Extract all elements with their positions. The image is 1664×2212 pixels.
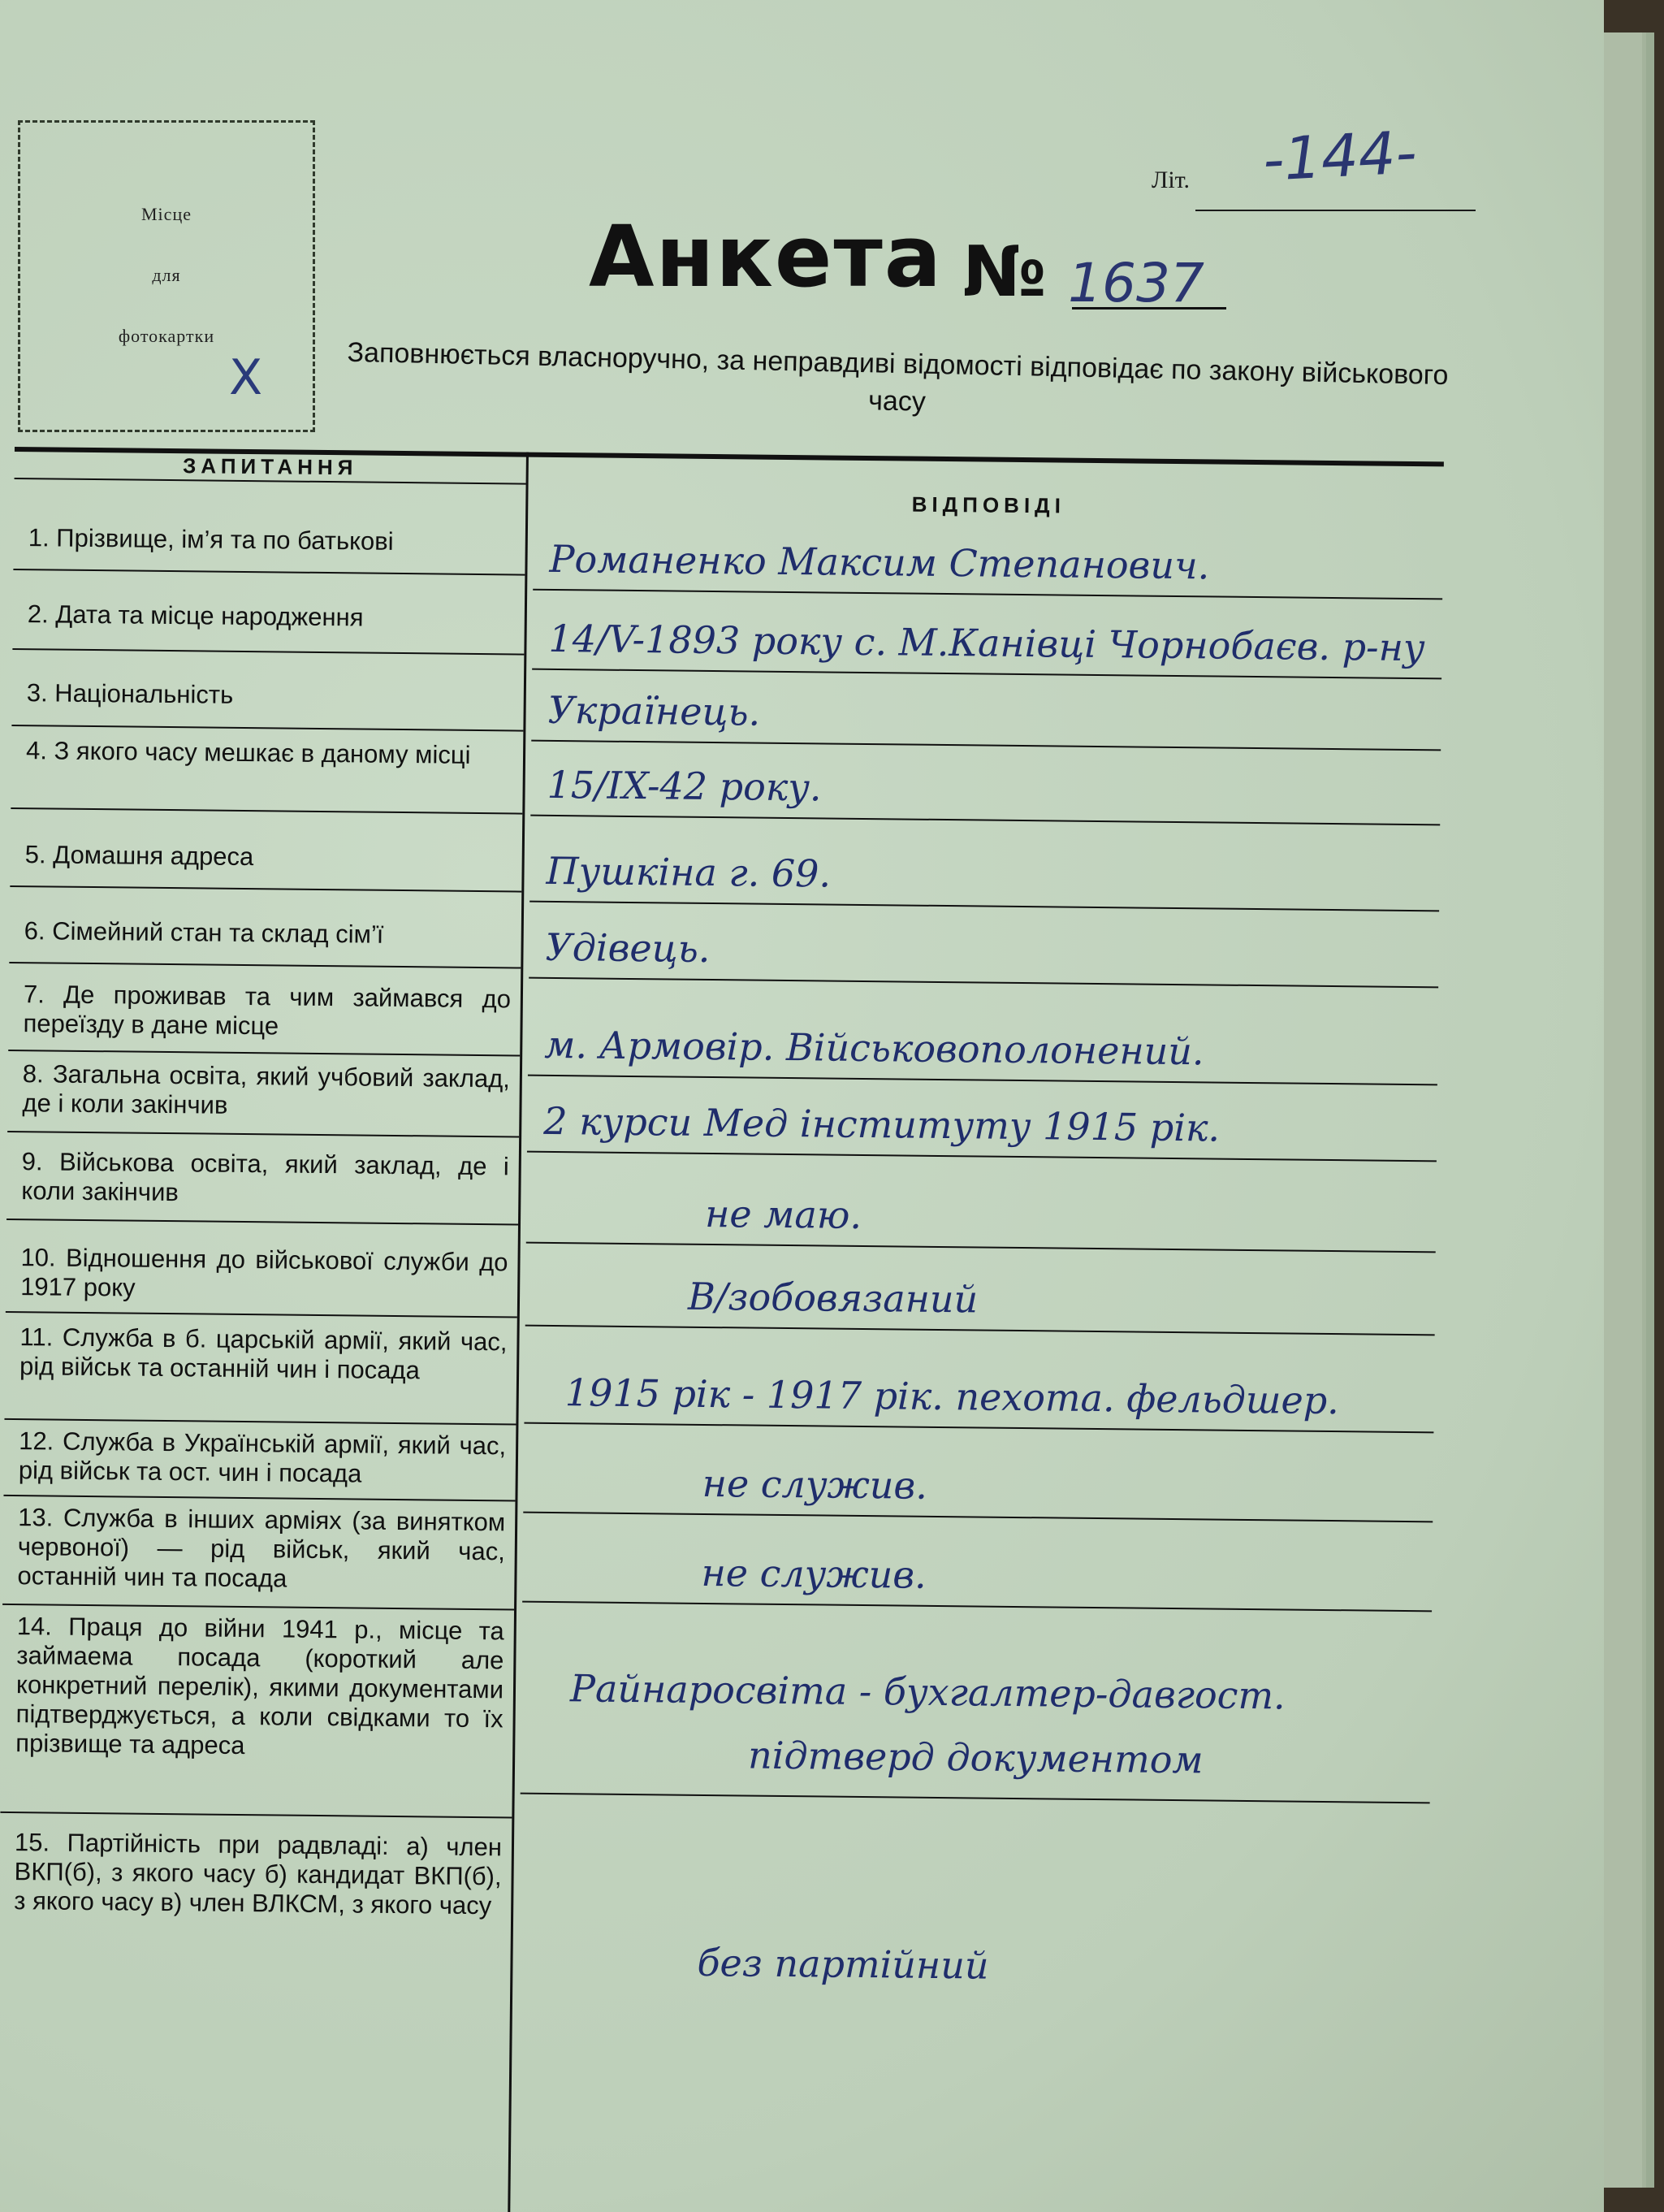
photo-placeholder <box>18 120 315 432</box>
row-rule <box>7 1131 519 1138</box>
answer-13: не служив. <box>701 1550 927 1597</box>
row-rule <box>6 1219 518 1226</box>
question-1: 1. Прізвище, ім’я та по батькові <box>28 523 394 556</box>
answer-line <box>525 1325 1435 1336</box>
column-divider <box>508 452 529 2212</box>
answer-line <box>532 669 1441 680</box>
answer-3: Українець. <box>547 687 761 734</box>
row-rule <box>0 1812 512 1819</box>
answer-14: Райнаросвіта - бухгалтер-давгост. <box>569 1666 1286 1718</box>
answer-1: Романенко Максим Степанович. <box>549 536 1210 588</box>
row-rule <box>11 725 523 732</box>
row-rule <box>8 1050 520 1057</box>
question-14: 14. Праця до війни 1941 р., місце та займаема посада (короткий але конкретний перелік), якими документами підтверджується, а коли свідками то їх прізвище та адреса <box>15 1612 504 1760</box>
answer-line <box>521 1793 1430 1804</box>
answer-6: Удівець. <box>545 924 711 972</box>
answer-2: 14/V-1893 року с. М.Канівці Чорнобаєв. р-ну <box>548 616 1425 670</box>
answer-line <box>531 740 1441 751</box>
row-rule <box>3 1495 515 1502</box>
answer-line <box>527 1151 1437 1162</box>
questionnaire-table <box>14 447 1444 1988</box>
answer-7: м. Армовір. Військовополонений. <box>544 1022 1204 1074</box>
row-rule <box>12 648 524 656</box>
photo-label-line-2: для <box>152 265 181 285</box>
row-rule <box>13 569 525 576</box>
sheet-number-line <box>1195 210 1476 211</box>
photo-label-line-1: Місце <box>141 204 192 224</box>
answer-line <box>522 1601 1432 1612</box>
answer-10: В/зобовязаний <box>687 1274 979 1322</box>
answer-14-continuation: підтверд документом <box>747 1733 1204 1782</box>
question-10: 10. Відношення до військової служби до 1917 року <box>19 1243 508 1302</box>
answer-line <box>533 589 1442 600</box>
answer-line <box>528 1075 1437 1086</box>
row-rule <box>11 807 522 815</box>
answer-line <box>524 1422 1433 1434</box>
answer-5: Пушкіна г. 69. <box>546 848 832 896</box>
answers-header: ВІДПОВІДІ <box>911 491 1066 518</box>
row-rule <box>4 1418 516 1426</box>
question-3: 3. Національність <box>26 678 234 709</box>
questions-header: ЗАПИТАННЯ <box>182 453 358 480</box>
answer-line <box>529 901 1439 912</box>
instruction-note: Заповнюється власноручно, за неправдиві відомості відповідає по закону військового часу <box>347 336 1449 418</box>
number-underline <box>1072 307 1226 310</box>
document-title: Анкета <box>589 207 943 306</box>
questionnaire-number: 1637 <box>1068 252 1204 314</box>
answer-line <box>523 1512 1433 1523</box>
question-12: 12. Служба в Українській армії, який час, рід військ та ост. чин і посада <box>18 1426 507 1488</box>
answer-line <box>529 977 1438 989</box>
question-2: 2. Дата та місце народження <box>27 600 364 632</box>
row-rule <box>9 962 521 969</box>
photo-label-line-3: фотокартки <box>118 326 215 346</box>
sheet-number: -144- <box>1260 118 1419 194</box>
photo-cross-mark: X <box>229 349 263 406</box>
answer-line <box>526 1242 1436 1253</box>
answer-11: 1915 рік - 1917 рік. пехота. фельдшер. <box>564 1370 1340 1423</box>
answer-9: не маю. <box>704 1191 862 1237</box>
question-15: 15. Партійність при радвладі: а) член ВКП(б), з якого часу б) кандидат ВКП(б), з якого часу в) член ВЛКСМ, з якого часу <box>14 1828 503 1920</box>
answer-line <box>530 815 1440 826</box>
question-8: 8. Загальна освіта, який учбовий заклад, де і коли закінчив <box>22 1059 511 1119</box>
question-5: 5. Домашня адреса <box>24 840 254 872</box>
sheet-label: Літ. <box>1152 167 1191 193</box>
answer-12: не служив. <box>702 1461 928 1508</box>
number-sign: № <box>962 232 1047 313</box>
question-7: 7. Де проживав та чим займався до переїзду в дане місце <box>23 980 512 1041</box>
question-4: 4. З якого часу мешкає в даному місці <box>25 736 471 769</box>
question-11: 11. Служба в б. царській армії, який час, рід військ та останній чин і посада <box>19 1322 508 1385</box>
row-rule <box>6 1311 517 1318</box>
row-rule <box>2 1604 514 1611</box>
question-13: 13. Служба в інших арміях (за винятком червоної) — рід військ, який час, останній чин та посада <box>17 1503 506 1593</box>
answer-8: 2 курси Мед інституту 1915 рік. <box>543 1098 1221 1150</box>
row-rule <box>10 885 521 893</box>
question-9: 9. Військова освіта, який заклад, де і коли закінчив <box>21 1147 509 1207</box>
question-6: 6. Сімейний стан та склад сім’ї <box>24 916 384 949</box>
answer-15: без партійний <box>697 1940 989 1988</box>
answer-4: 15/IX-42 року. <box>547 762 822 810</box>
